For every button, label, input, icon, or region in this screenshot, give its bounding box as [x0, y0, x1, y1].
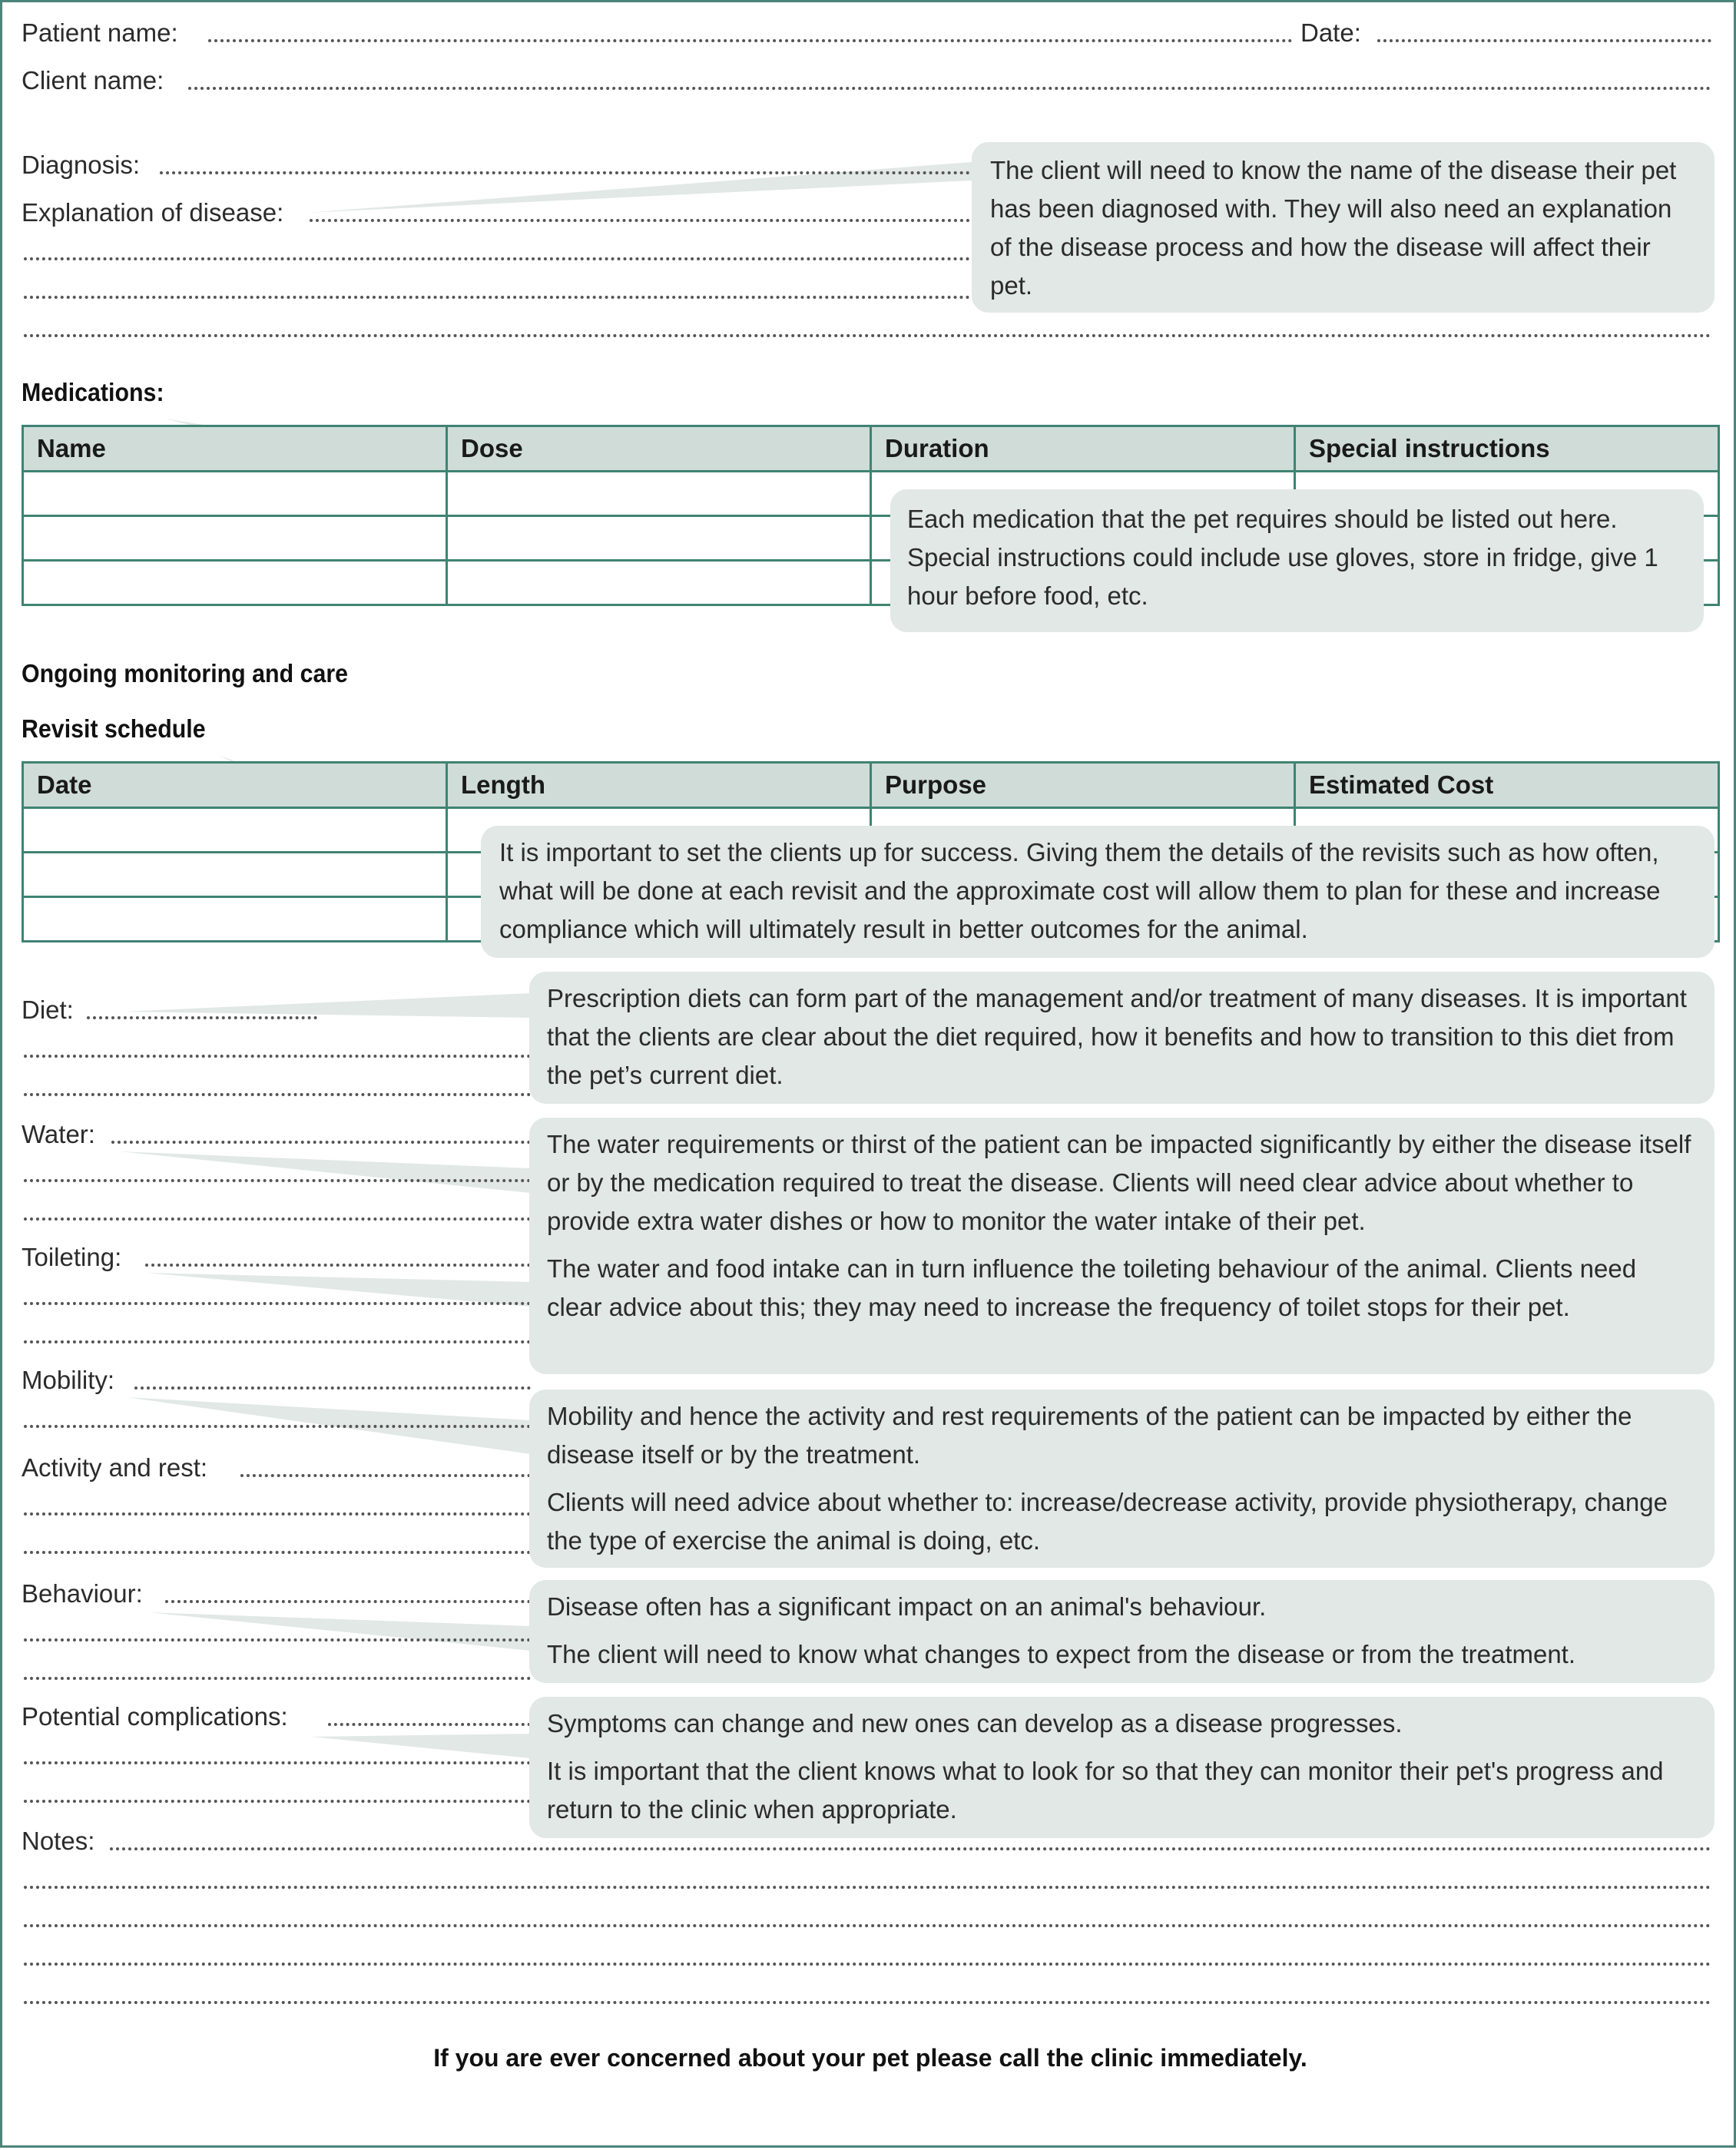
diagnosis-callout	[972, 142, 1714, 313]
water-line[interactable]	[24, 1179, 531, 1182]
water-callout-tail	[119, 1151, 531, 1193]
table-cell[interactable]	[23, 516, 447, 561]
notes-line[interactable]	[24, 2001, 1711, 2004]
behaviour-line[interactable]	[24, 1638, 531, 1641]
diet-line[interactable]	[24, 1093, 531, 1096]
toileting-line[interactable]	[24, 1340, 531, 1343]
explanation-line[interactable]	[24, 257, 970, 260]
diagnosis-callout-tail	[306, 162, 972, 213]
notes-label: Notes:	[22, 1827, 95, 1855]
behaviour-label: Behaviour:	[22, 1579, 143, 1608]
complications-line[interactable]	[24, 1800, 531, 1803]
explanation-label: Explanation of disease:	[22, 198, 284, 227]
explanation-line[interactable]	[24, 296, 970, 299]
notes-line[interactable]	[24, 1924, 1711, 1927]
behaviour-callout	[529, 1580, 1714, 1683]
water-toileting-callout	[529, 1118, 1714, 1374]
column-header: Estimated Cost	[1295, 763, 1719, 808]
date-label: Date:	[1300, 18, 1361, 47]
behaviour-field[interactable]	[165, 1600, 531, 1603]
behaviour-callout-text-1: Disease often has a significant impact on an animal's behaviour.	[547, 1592, 1267, 1621]
complications-callout	[529, 1697, 1714, 1838]
toileting-line[interactable]	[24, 1302, 531, 1305]
notes-line[interactable]	[24, 1886, 1711, 1889]
activity-field[interactable]	[240, 1474, 531, 1477]
mobility-callout	[529, 1390, 1714, 1568]
behaviour-callout-text-2: The client will need to know what changes to expect from the disease or from the treatment.	[547, 1640, 1576, 1668]
table-cell[interactable]	[447, 472, 871, 516]
diet-callout	[529, 972, 1714, 1104]
medications-callout-text: Each medication that the pet requires should be listed out here. Special instructions could include use gloves, store in fridge, give 1 hour before food, etc.	[907, 505, 1658, 610]
patient-name-label: Patient name:	[22, 18, 178, 47]
water-field[interactable]	[111, 1141, 531, 1144]
mobility-field[interactable]	[134, 1386, 531, 1390]
column-header: Dose	[447, 426, 871, 472]
activity-line[interactable]	[24, 1512, 531, 1516]
activity-callout-text: Clients will need advice about whether to: increase/decrease activity, provide physiotherapy, change the type of exercise the animal is doing, etc.	[547, 1488, 1668, 1555]
column-header: Purpose	[871, 763, 1295, 808]
diet-field[interactable]	[87, 1016, 317, 1019]
explanation-line[interactable]	[24, 334, 1711, 337]
toileting-callout-text: The water and food intake can in turn influence the toileting behaviour of the animal. Clients need clear advice about this; they may need to increase the frequency of toilet stops for their pet.	[547, 1254, 1637, 1321]
diet-line[interactable]	[24, 1055, 531, 1058]
table-cell[interactable]	[23, 853, 447, 897]
water-line[interactable]	[24, 1217, 531, 1221]
complications-label: Potential complications:	[22, 1702, 288, 1731]
toileting-field[interactable]	[145, 1264, 531, 1267]
table-cell[interactable]	[23, 561, 447, 605]
table-cell[interactable]	[447, 516, 871, 561]
complications-callout-text-2: It is important that the client knows what to look for so that they can monitor their pet's progress and return to the clinic when appropriate.	[547, 1757, 1664, 1824]
notes-line[interactable]	[24, 1963, 1711, 1966]
column-header: Name	[23, 426, 447, 472]
column-header: Length	[447, 763, 871, 808]
toileting-label: Toileting:	[22, 1243, 122, 1271]
behaviour-line[interactable]	[24, 1677, 531, 1680]
table-cell[interactable]	[23, 472, 447, 516]
column-header: Duration	[871, 426, 1295, 472]
footer-note: If you are ever concerned about your pet please call the clinic immediately.	[433, 2044, 1307, 2072]
diet-callout-tail	[124, 993, 531, 1018]
column-header: Date	[23, 763, 447, 808]
medications-heading: Medications:	[22, 378, 164, 406]
water-label: Water:	[22, 1120, 95, 1148]
patient-name-field[interactable]	[208, 39, 1293, 42]
date-field[interactable]	[1377, 39, 1711, 42]
complications-callout-text-1: Symptoms can change and new ones can develop as a disease progresses.	[547, 1709, 1403, 1738]
table-header-row	[23, 763, 1719, 808]
mobility-label: Mobility:	[22, 1366, 115, 1394]
complications-line[interactable]	[24, 1761, 531, 1764]
behaviour-callout-tail	[148, 1612, 531, 1651]
client-name-label: Client name:	[22, 66, 164, 94]
water-callout-text: The water requirements or thirst of the patient can be impacted significantly by either the disease itself or by the medication required to treat the disease. Clients will need clear advice about whether to provide extra water dishes or how to monitor the water intake of their pet.	[547, 1130, 1691, 1235]
diet-callout-text: Prescription diets can form part of the management and/or treatment of many diseases. It is important that the clients are clear about the diet required, how it benefits and how to transition to this diet from the pet’s current diet.	[547, 984, 1687, 1089]
table-cell[interactable]	[447, 561, 871, 605]
medications-callout	[890, 489, 1704, 632]
complications-field[interactable]	[328, 1723, 531, 1726]
ongoing-heading: Ongoing monitoring and care	[22, 659, 349, 687]
revisit-callout	[481, 826, 1714, 958]
client-name-field[interactable]	[188, 87, 1711, 90]
table-header-row	[23, 426, 1719, 472]
column-header: Special instructions	[1295, 426, 1719, 472]
explanation-field[interactable]	[310, 219, 970, 222]
notes-field[interactable]	[110, 1847, 1711, 1850]
complications-callout-tail	[311, 1734, 531, 1758]
revisit-callout-text: It is important to set the clients up for success. Giving them the details of the revisits such as how often, what will be done at each revisit and the approximate cost will allow them to plan for these and increase compliance which will ultimately result in better outcomes for the animal.	[499, 838, 1661, 943]
diagnosis-label: Diagnosis:	[22, 151, 141, 179]
table-cell[interactable]	[23, 897, 447, 942]
diet-label: Diet:	[22, 995, 74, 1024]
diagnosis-field[interactable]	[160, 171, 970, 174]
activity-label: Activity and rest:	[22, 1453, 208, 1482]
revisit-heading: Revisit schedule	[22, 714, 206, 743]
diagnosis-callout-text: The client will need to know the name of the disease their pet has been diagnosed with. They will also need an explanation of the disease process and how the disease will affect their pet.	[990, 156, 1677, 300]
table-cell[interactable]	[23, 808, 447, 853]
activity-line[interactable]	[24, 1551, 531, 1554]
mobility-callout-text: Mobility and hence the activity and rest requirements of the patient can be impacted by either the disease itself or by the treatment.	[547, 1402, 1632, 1469]
mobility-line[interactable]	[24, 1425, 531, 1428]
